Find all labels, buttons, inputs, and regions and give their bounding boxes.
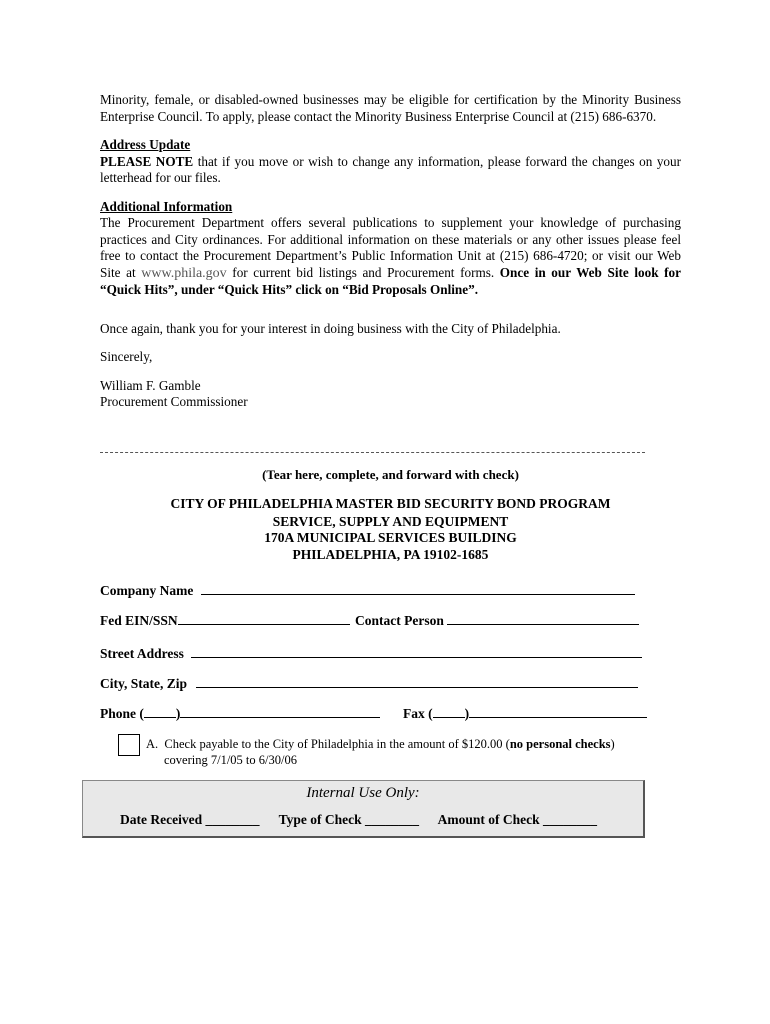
option-a-coverage: covering 7/1/05 to 6/30/06 bbox=[164, 752, 297, 767]
city-state-zip-field[interactable] bbox=[100, 675, 638, 692]
fed-ein-label: Fed EIN/SSN bbox=[100, 613, 178, 628]
fax-field[interactable] bbox=[403, 705, 647, 722]
phone-area-code-line[interactable] bbox=[144, 705, 176, 718]
phone-number-line[interactable] bbox=[180, 705, 380, 718]
internal-use-fields bbox=[120, 812, 613, 828]
street-address-field[interactable] bbox=[100, 645, 642, 662]
sincerely-line: Sincerely, bbox=[100, 349, 153, 364]
fax-close-paren: ) bbox=[464, 706, 470, 721]
date-received-field: Date Received ________ bbox=[120, 812, 260, 827]
street-address-line[interactable] bbox=[191, 645, 642, 658]
thanks-line: Once again, thank you for your interest in doing business with the City of Philadelphia. bbox=[100, 320, 561, 336]
option-a-label: A. bbox=[146, 737, 159, 751]
internal-use-box bbox=[82, 780, 645, 838]
company-name-field[interactable] bbox=[100, 582, 635, 599]
signer-name: William F. Gamble bbox=[100, 377, 201, 393]
city-state-zip-label: City, State, Zip bbox=[100, 676, 188, 691]
fax-area-code-line[interactable] bbox=[433, 705, 465, 718]
fed-ein-line[interactable] bbox=[178, 612, 350, 625]
address-update-paragraph bbox=[100, 154, 681, 187]
option-a-text-2: ) bbox=[610, 737, 615, 751]
phone-label: Phone ( bbox=[100, 706, 144, 721]
additional-info-heading: Additional Information bbox=[100, 198, 233, 214]
internal-use-title: Internal Use Only: bbox=[306, 785, 420, 801]
amount-of-check-field: Amount of Check ________ bbox=[437, 812, 598, 827]
fax-number-line[interactable] bbox=[469, 705, 647, 718]
program-city: PHILADELPHIA, PA 19102-1685 bbox=[292, 547, 489, 562]
program-title: CITY OF PHILADELPHIA MASTER BID SECURITY BOND PROGRAM bbox=[170, 496, 611, 511]
company-name-line[interactable] bbox=[201, 582, 635, 595]
option-a-checkbox[interactable] bbox=[118, 734, 140, 756]
phila-gov-link[interactable]: www.phila.gov bbox=[141, 265, 227, 281]
contact-person-line[interactable] bbox=[447, 612, 639, 625]
intro-paragraph: Minority, female, or disabled-owned businesses may be eligible for certification by the Minority Business Enterprise Council. To apply, please contact the Minority Business Enterprise Council at (215) 686-6370. bbox=[100, 92, 681, 124]
tear-line bbox=[100, 452, 645, 453]
quick-hits-instruction: Once in our Web Site look for “Quick Hits”, under “Quick Hits” click on “Bid Proposals Online”. bbox=[100, 264, 681, 297]
address-update-heading: Address Update bbox=[100, 137, 191, 152]
fed-ein-field[interactable] bbox=[100, 612, 639, 629]
phone-close-paren: ) bbox=[175, 706, 181, 721]
option-a-text bbox=[146, 737, 666, 768]
address-update-text: that if you move or wish to change any information, please forward the changes on your letterhead for our files. bbox=[100, 153, 681, 185]
no-personal-checks: no personal checks bbox=[509, 737, 611, 751]
please-note-label: PLEASE NOTE bbox=[100, 153, 194, 169]
additional-info-text-2: for current bid listings and Procurement forms. bbox=[226, 264, 500, 280]
fax-label: Fax ( bbox=[403, 706, 433, 721]
company-name-label: Company Name bbox=[100, 583, 194, 598]
street-address-label: Street Address bbox=[100, 646, 184, 661]
tear-note: (Tear here, complete, and forward with check) bbox=[262, 467, 519, 482]
additional-info-paragraph bbox=[100, 215, 681, 299]
contact-person-label: Contact Person bbox=[355, 613, 444, 628]
type-of-check-field: Type of Check ________ bbox=[278, 812, 419, 827]
signer-title: Procurement Commissioner bbox=[100, 394, 248, 409]
program-subtitle: SERVICE, SUPPLY AND EQUIPMENT bbox=[272, 514, 509, 529]
additional-info-text-1: The Procurement Department offers several publications to supplement your knowledge of purchasing practices and City ordinances. For additional information on these materials or any other issues please feel free to contact the Procurement Department’s Public Information Unit at (215) 686-4720; or visit our Web Site at bbox=[100, 215, 681, 280]
letter-body bbox=[100, 92, 681, 411]
city-state-zip-line[interactable] bbox=[196, 675, 638, 688]
program-building: 170A MUNICIPAL SERVICES BUILDING bbox=[264, 530, 517, 545]
option-a-text-1: Check payable to the City of Philadelphia in the amount of $120.00 ( bbox=[164, 737, 510, 751]
phone-field[interactable] bbox=[100, 705, 380, 722]
